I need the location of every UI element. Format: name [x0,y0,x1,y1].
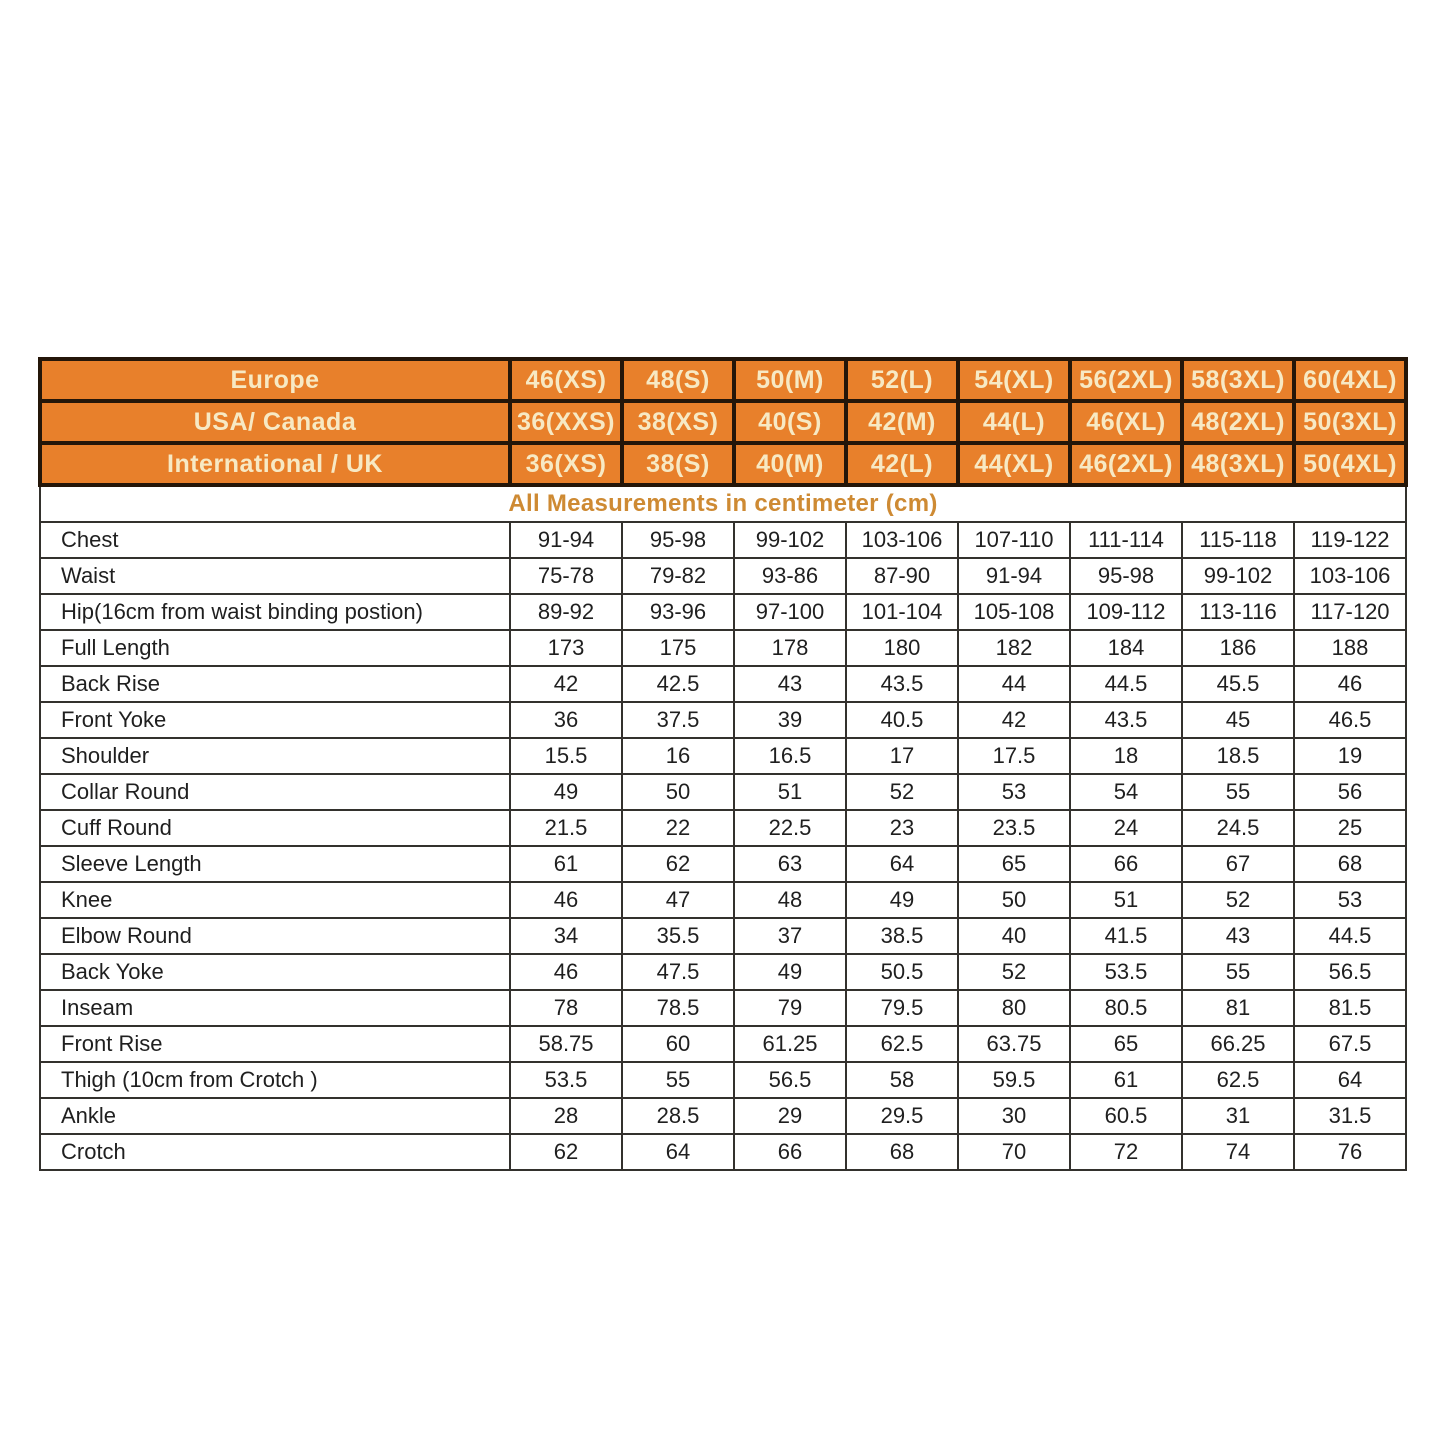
value-cell: 44 [958,666,1070,702]
size-cell: 56(2XL) [1070,359,1182,401]
value-cell: 43.5 [846,666,958,702]
size-cell: 40(M) [734,443,846,485]
table-row [40,882,1406,918]
value-cell: 22.5 [734,810,846,846]
value-cell: 78 [510,990,622,1026]
size-cell: 54(XL) [958,359,1070,401]
value-cell: 41.5 [1070,918,1182,954]
value-cell: 58 [846,1062,958,1098]
table-row [40,666,1406,702]
value-cell: 55 [622,1062,734,1098]
value-cell: 184 [1070,630,1182,666]
value-cell: 66 [734,1134,846,1170]
value-cell: 40 [958,918,1070,954]
value-cell: 53 [958,774,1070,810]
value-cell: 64 [846,846,958,882]
value-cell: 40.5 [846,702,958,738]
value-cell: 68 [1294,846,1406,882]
value-cell: 17 [846,738,958,774]
region-label: Europe [40,359,510,401]
value-cell: 81 [1182,990,1294,1026]
value-cell: 99-102 [734,522,846,558]
value-cell: 16.5 [734,738,846,774]
value-cell: 67 [1182,846,1294,882]
value-cell: 66.25 [1182,1026,1294,1062]
measurement-label: Sleeve Length [40,846,510,882]
value-cell: 64 [622,1134,734,1170]
value-cell: 51 [1070,882,1182,918]
value-cell: 50 [958,882,1070,918]
value-cell: 117-120 [1294,594,1406,630]
value-cell: 23 [846,810,958,846]
value-cell: 42 [958,702,1070,738]
value-cell: 80 [958,990,1070,1026]
size-cell: 46(2XL) [1070,443,1182,485]
table-row [40,1098,1406,1134]
value-cell: 55 [1182,774,1294,810]
size-cell: 46(XL) [1070,401,1182,443]
value-cell: 78.5 [622,990,734,1026]
units-subtitle: All Measurements in centimeter (cm) [40,485,1406,522]
value-cell: 79-82 [622,558,734,594]
value-cell: 38.5 [846,918,958,954]
value-cell: 79 [734,990,846,1026]
region-label: International / UK [40,443,510,485]
value-cell: 63.75 [958,1026,1070,1062]
value-cell: 48 [734,882,846,918]
value-cell: 61 [1070,1062,1182,1098]
value-cell: 119-122 [1294,522,1406,558]
size-cell: 60(4XL) [1294,359,1406,401]
value-cell: 44.5 [1070,666,1182,702]
measurement-label: Chest [40,522,510,558]
value-cell: 46 [1294,666,1406,702]
table-row [40,990,1406,1026]
measurement-label: Elbow Round [40,918,510,954]
size-cell: 38(S) [622,443,734,485]
value-cell: 64 [1294,1062,1406,1098]
size-cell: 44(XL) [958,443,1070,485]
value-cell: 55 [1182,954,1294,990]
value-cell: 21.5 [510,810,622,846]
value-cell: 72 [1070,1134,1182,1170]
measurement-label: Full Length [40,630,510,666]
value-cell: 49 [734,954,846,990]
value-cell: 109-112 [1070,594,1182,630]
value-cell: 178 [734,630,846,666]
value-cell: 42 [510,666,622,702]
value-cell: 50.5 [846,954,958,990]
value-cell: 80.5 [1070,990,1182,1026]
measurement-label: Inseam [40,990,510,1026]
value-cell: 50 [622,774,734,810]
value-cell: 76 [1294,1134,1406,1170]
table-row [40,846,1406,882]
size-cell: 42(M) [846,401,958,443]
value-cell: 49 [510,774,622,810]
value-cell: 103-106 [1294,558,1406,594]
value-cell: 43 [734,666,846,702]
value-cell: 105-108 [958,594,1070,630]
size-cell: 48(S) [622,359,734,401]
size-cell: 52(L) [846,359,958,401]
value-cell: 60 [622,1026,734,1062]
subtitle-row [40,485,1406,522]
measurement-label: Knee [40,882,510,918]
value-cell: 36 [510,702,622,738]
value-cell: 74 [1182,1134,1294,1170]
measurement-label: Waist [40,558,510,594]
value-cell: 19 [1294,738,1406,774]
value-cell: 61 [510,846,622,882]
table-row [40,738,1406,774]
value-cell: 56 [1294,774,1406,810]
value-cell: 51 [734,774,846,810]
size-cell: 50(3XL) [1294,401,1406,443]
value-cell: 29 [734,1098,846,1134]
value-cell: 93-96 [622,594,734,630]
value-cell: 67.5 [1294,1026,1406,1062]
table-row [40,630,1406,666]
table-row [40,810,1406,846]
value-cell: 59.5 [958,1062,1070,1098]
value-cell: 175 [622,630,734,666]
measurement-label: Back Rise [40,666,510,702]
measurement-label: Cuff Round [40,810,510,846]
value-cell: 30 [958,1098,1070,1134]
size-cell: 50(M) [734,359,846,401]
value-cell: 35.5 [622,918,734,954]
size-cell: 50(4XL) [1294,443,1406,485]
value-cell: 89-92 [510,594,622,630]
measurement-label: Front Yoke [40,702,510,738]
value-cell: 44.5 [1294,918,1406,954]
value-cell: 52 [958,954,1070,990]
value-cell: 45.5 [1182,666,1294,702]
size-cell: 42(L) [846,443,958,485]
value-cell: 31.5 [1294,1098,1406,1134]
value-cell: 31 [1182,1098,1294,1134]
table-row [40,1134,1406,1170]
value-cell: 47 [622,882,734,918]
size-cell: 48(3XL) [1182,443,1294,485]
value-cell: 95-98 [1070,558,1182,594]
value-cell: 52 [846,774,958,810]
value-cell: 115-118 [1182,522,1294,558]
measurement-body [40,485,1406,1170]
value-cell: 65 [958,846,1070,882]
measurement-label: Collar Round [40,774,510,810]
region-label: USA/ Canada [40,401,510,443]
table-row [40,558,1406,594]
measurement-label: Hip(16cm from waist binding postion) [40,594,510,630]
value-cell: 53.5 [510,1062,622,1098]
value-cell: 111-114 [1070,522,1182,558]
value-cell: 107-110 [958,522,1070,558]
measurement-label: Crotch [40,1134,510,1170]
value-cell: 46 [510,954,622,990]
size-cell: 44(L) [958,401,1070,443]
value-cell: 37.5 [622,702,734,738]
value-cell: 173 [510,630,622,666]
size-cell: 48(2XL) [1182,401,1294,443]
value-cell: 46 [510,882,622,918]
value-cell: 62.5 [846,1026,958,1062]
header-row [40,401,1406,443]
value-cell: 37 [734,918,846,954]
value-cell: 52 [1182,882,1294,918]
value-cell: 46.5 [1294,702,1406,738]
value-cell: 188 [1294,630,1406,666]
value-cell: 49 [846,882,958,918]
measurement-label: Ankle [40,1098,510,1134]
size-cell: 46(XS) [510,359,622,401]
value-cell: 28 [510,1098,622,1134]
value-cell: 53 [1294,882,1406,918]
value-cell: 62.5 [1182,1062,1294,1098]
value-cell: 24.5 [1182,810,1294,846]
value-cell: 29.5 [846,1098,958,1134]
value-cell: 62 [622,846,734,882]
value-cell: 186 [1182,630,1294,666]
value-cell: 99-102 [1182,558,1294,594]
size-cell: 36(XXS) [510,401,622,443]
header-row [40,443,1406,485]
table-row [40,594,1406,630]
measurement-label: Back Yoke [40,954,510,990]
value-cell: 17.5 [958,738,1070,774]
value-cell: 75-78 [510,558,622,594]
value-cell: 58.75 [510,1026,622,1062]
value-cell: 53.5 [1070,954,1182,990]
value-cell: 182 [958,630,1070,666]
value-cell: 22 [622,810,734,846]
size-header [40,359,1406,485]
value-cell: 18.5 [1182,738,1294,774]
value-cell: 34 [510,918,622,954]
value-cell: 91-94 [510,522,622,558]
value-cell: 18 [1070,738,1182,774]
value-cell: 28.5 [622,1098,734,1134]
value-cell: 61.25 [734,1026,846,1062]
value-cell: 16 [622,738,734,774]
value-cell: 43 [1182,918,1294,954]
value-cell: 56.5 [1294,954,1406,990]
value-cell: 70 [958,1134,1070,1170]
table-row [40,1026,1406,1062]
value-cell: 60.5 [1070,1098,1182,1134]
value-cell: 66 [1070,846,1182,882]
value-cell: 24 [1070,810,1182,846]
value-cell: 45 [1182,702,1294,738]
value-cell: 79.5 [846,990,958,1026]
header-row [40,359,1406,401]
value-cell: 180 [846,630,958,666]
value-cell: 81.5 [1294,990,1406,1026]
value-cell: 101-104 [846,594,958,630]
size-cell: 58(3XL) [1182,359,1294,401]
value-cell: 39 [734,702,846,738]
value-cell: 93-86 [734,558,846,594]
value-cell: 65 [1070,1026,1182,1062]
value-cell: 63 [734,846,846,882]
value-cell: 62 [510,1134,622,1170]
value-cell: 43.5 [1070,702,1182,738]
value-cell: 25 [1294,810,1406,846]
value-cell: 15.5 [510,738,622,774]
value-cell: 91-94 [958,558,1070,594]
value-cell: 113-116 [1182,594,1294,630]
value-cell: 54 [1070,774,1182,810]
value-cell: 47.5 [622,954,734,990]
table-row [40,954,1406,990]
value-cell: 103-106 [846,522,958,558]
value-cell: 95-98 [622,522,734,558]
table-row [40,918,1406,954]
table-row [40,522,1406,558]
value-cell: 87-90 [846,558,958,594]
value-cell: 42.5 [622,666,734,702]
measurement-label: Thigh (10cm from Crotch ) [40,1062,510,1098]
size-cell: 40(S) [734,401,846,443]
value-cell: 97-100 [734,594,846,630]
size-cell: 38(XS) [622,401,734,443]
table-row [40,774,1406,810]
table-row [40,1062,1406,1098]
value-cell: 56.5 [734,1062,846,1098]
size-chart-table [38,357,1408,1171]
size-cell: 36(XS) [510,443,622,485]
measurement-label: Front Rise [40,1026,510,1062]
table-row [40,702,1406,738]
value-cell: 68 [846,1134,958,1170]
measurement-label: Shoulder [40,738,510,774]
value-cell: 23.5 [958,810,1070,846]
